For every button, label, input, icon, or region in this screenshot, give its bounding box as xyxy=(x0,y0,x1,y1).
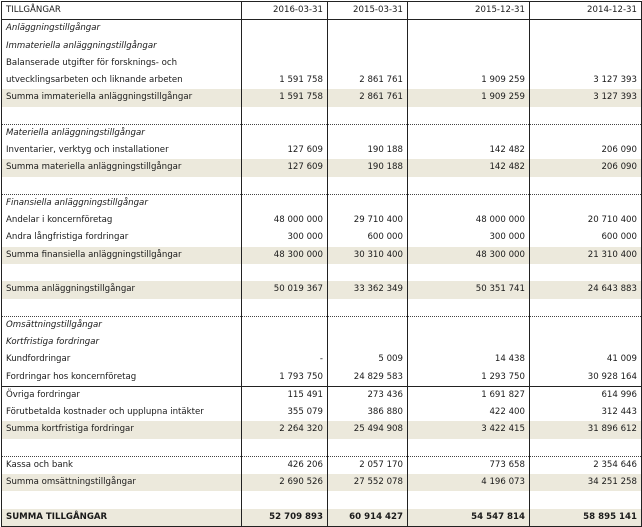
cell-value xyxy=(530,20,642,38)
cell-value: 206 090 xyxy=(530,159,642,176)
row-label xyxy=(2,264,242,281)
table-row xyxy=(2,281,642,298)
cell-value: 41 009 xyxy=(530,351,642,368)
row-label: Övriga fordringar xyxy=(2,386,242,404)
cell-value: 773 658 xyxy=(408,456,530,474)
cell-value xyxy=(328,264,408,281)
cell-value xyxy=(242,55,328,72)
row-label: Summa anläggningstillgångar xyxy=(2,281,242,298)
assets-table-body xyxy=(2,2,642,527)
cell-value xyxy=(328,20,408,38)
row-label: Finansiella anläggningstillgångar xyxy=(2,194,242,212)
cell-value: 21 310 400 xyxy=(530,247,642,264)
cell-value xyxy=(408,55,530,72)
cell-value: 206 090 xyxy=(530,142,642,159)
row-label: Andelar i koncernföretag xyxy=(2,212,242,229)
cell-value: 29 710 400 xyxy=(328,212,408,229)
cell-value xyxy=(408,299,530,317)
cell-value: 30 928 164 xyxy=(530,369,642,387)
balance-sheet xyxy=(1,1,641,522)
cell-value xyxy=(328,439,408,457)
table-row xyxy=(2,421,642,438)
table-row xyxy=(2,369,642,387)
row-label: Kortfristiga fordringar xyxy=(2,334,242,351)
cell-value: 2 057 170 xyxy=(328,456,408,474)
cell-value: 1 909 259 xyxy=(408,72,530,89)
cell-value: 14 438 xyxy=(408,351,530,368)
cell-value: 2 861 761 xyxy=(328,72,408,89)
row-label: Immateriella anläggningstillgångar xyxy=(2,38,242,55)
cell-value: 5 009 xyxy=(328,351,408,368)
spacer-row xyxy=(2,264,642,281)
cell-value xyxy=(408,20,530,38)
cell-value: 48 000 000 xyxy=(408,212,530,229)
cell-value xyxy=(328,177,408,195)
cell-value xyxy=(328,334,408,351)
header-period: 2016-03-31 xyxy=(242,2,328,20)
cell-value: 50 019 367 xyxy=(242,281,328,298)
cell-value: 300 000 xyxy=(242,229,328,246)
table-row xyxy=(2,38,642,55)
cell-value: 190 188 xyxy=(328,142,408,159)
cell-value xyxy=(408,439,530,457)
cell-value: 142 482 xyxy=(408,142,530,159)
table-row xyxy=(2,89,642,106)
cell-value xyxy=(408,334,530,351)
row-label: Kundfordringar xyxy=(2,351,242,368)
cell-value: 1 591 758 xyxy=(242,72,328,89)
table-row xyxy=(2,456,642,474)
cell-value xyxy=(530,299,642,317)
cell-value xyxy=(530,124,642,142)
cell-value: 600 000 xyxy=(530,229,642,246)
cell-value: 48 300 000 xyxy=(242,247,328,264)
row-label: Materiella anläggningstillgångar xyxy=(2,124,242,142)
row-label: utvecklingsarbeten och liknande arbeten xyxy=(2,72,242,89)
cell-value: 50 351 741 xyxy=(408,281,530,298)
cell-value: 58 895 141 xyxy=(530,509,642,527)
table-row xyxy=(2,142,642,159)
cell-value: 127 609 xyxy=(242,159,328,176)
spacer-row xyxy=(2,439,642,457)
table-row xyxy=(2,55,642,72)
cell-value xyxy=(242,264,328,281)
table-row xyxy=(2,20,642,38)
header-period: 2014-12-31 xyxy=(530,2,642,20)
cell-value xyxy=(328,316,408,334)
cell-value xyxy=(328,491,408,508)
cell-value xyxy=(530,264,642,281)
cell-value: 30 310 400 xyxy=(328,247,408,264)
row-label: Andra långfristiga fordringar xyxy=(2,229,242,246)
cell-value: 1 591 758 xyxy=(242,89,328,106)
cell-value: 1 909 259 xyxy=(408,89,530,106)
cell-value xyxy=(242,334,328,351)
cell-value xyxy=(530,194,642,212)
cell-value xyxy=(242,491,328,508)
cell-value: 54 547 814 xyxy=(408,509,530,527)
table-row xyxy=(2,404,642,421)
table-row xyxy=(2,159,642,176)
cell-value: 600 000 xyxy=(328,229,408,246)
cell-value: 2 264 320 xyxy=(242,421,328,438)
cell-value xyxy=(242,316,328,334)
cell-value: 3 127 393 xyxy=(530,72,642,89)
header-period: 2015-03-31 xyxy=(328,2,408,20)
cell-value xyxy=(408,316,530,334)
cell-value xyxy=(242,124,328,142)
row-label: Fordringar hos koncernföretag xyxy=(2,369,242,387)
cell-value: 48 000 000 xyxy=(242,212,328,229)
cell-value xyxy=(242,177,328,195)
cell-value: 115 491 xyxy=(242,386,328,404)
row-label xyxy=(2,177,242,195)
table-row xyxy=(2,247,642,264)
cell-value xyxy=(530,334,642,351)
cell-value: 24 829 583 xyxy=(328,369,408,387)
cell-value: 300 000 xyxy=(408,229,530,246)
header-row xyxy=(2,2,642,20)
cell-value xyxy=(530,107,642,125)
cell-value: 426 206 xyxy=(242,456,328,474)
cell-value xyxy=(328,55,408,72)
spacer-row xyxy=(2,491,642,508)
row-label: Summa omsättningstillgångar xyxy=(2,474,242,491)
row-label: Summa finansiella anläggningstillgångar xyxy=(2,247,242,264)
table-row xyxy=(2,72,642,89)
cell-value xyxy=(328,124,408,142)
table-row xyxy=(2,194,642,212)
cell-value xyxy=(408,124,530,142)
cell-value xyxy=(530,55,642,72)
cell-value xyxy=(530,38,642,55)
cell-value: 34 251 258 xyxy=(530,474,642,491)
cell-value: 1 691 827 xyxy=(408,386,530,404)
cell-value xyxy=(408,194,530,212)
header-period: 2015-12-31 xyxy=(408,2,530,20)
row-label: SUMMA TILLGÅNGAR xyxy=(2,509,242,527)
cell-value xyxy=(408,38,530,55)
cell-value xyxy=(242,20,328,38)
cell-value: 312 443 xyxy=(530,404,642,421)
header-label: TILLGÅNGAR xyxy=(2,2,242,20)
cell-value: 20 710 400 xyxy=(530,212,642,229)
cell-value xyxy=(530,316,642,334)
cell-value: 60 914 427 xyxy=(328,509,408,527)
assets-table xyxy=(1,1,642,527)
cell-value xyxy=(530,491,642,508)
cell-value: 355 079 xyxy=(242,404,328,421)
row-label xyxy=(2,491,242,508)
cell-value xyxy=(242,299,328,317)
cell-value: 3 422 415 xyxy=(408,421,530,438)
cell-value xyxy=(408,264,530,281)
cell-value xyxy=(328,38,408,55)
cell-value xyxy=(242,38,328,55)
cell-value xyxy=(242,194,328,212)
row-label: Summa materiella anläggningstillgångar xyxy=(2,159,242,176)
cell-value: 422 400 xyxy=(408,404,530,421)
cell-value: 52 709 893 xyxy=(242,509,328,527)
cell-value: 25 494 908 xyxy=(328,421,408,438)
table-row xyxy=(2,229,642,246)
table-row xyxy=(2,316,642,334)
cell-value xyxy=(328,107,408,125)
row-label xyxy=(2,299,242,317)
cell-value: 27 552 078 xyxy=(328,474,408,491)
cell-value xyxy=(408,491,530,508)
cell-value xyxy=(408,107,530,125)
row-label: Förutbetalda kostnader och upplupna intäkter xyxy=(2,404,242,421)
cell-value xyxy=(328,194,408,212)
cell-value: 142 482 xyxy=(408,159,530,176)
cell-value: 33 362 349 xyxy=(328,281,408,298)
cell-value: - xyxy=(242,351,328,368)
spacer-row xyxy=(2,299,642,317)
row-label: Omsättningstillgångar xyxy=(2,316,242,334)
table-row xyxy=(2,351,642,368)
cell-value xyxy=(242,439,328,457)
row-label xyxy=(2,439,242,457)
cell-value: 31 896 612 xyxy=(530,421,642,438)
row-label: Anläggningstillgångar xyxy=(2,20,242,38)
table-row xyxy=(2,334,642,351)
cell-value: 24 643 883 xyxy=(530,281,642,298)
cell-value: 190 188 xyxy=(328,159,408,176)
cell-value: 2 861 761 xyxy=(328,89,408,106)
cell-value: 386 880 xyxy=(328,404,408,421)
table-row xyxy=(2,124,642,142)
cell-value: 2 354 646 xyxy=(530,456,642,474)
cell-value: 4 196 073 xyxy=(408,474,530,491)
cell-value xyxy=(408,177,530,195)
cell-value xyxy=(242,107,328,125)
spacer-row xyxy=(2,177,642,195)
cell-value xyxy=(328,299,408,317)
cell-value: 614 996 xyxy=(530,386,642,404)
cell-value: 273 436 xyxy=(328,386,408,404)
cell-value xyxy=(530,177,642,195)
cell-value: 48 300 000 xyxy=(408,247,530,264)
table-row xyxy=(2,474,642,491)
cell-value xyxy=(530,439,642,457)
cell-value: 2 690 526 xyxy=(242,474,328,491)
cell-value: 1 293 750 xyxy=(408,369,530,387)
table-row xyxy=(2,386,642,404)
table-row xyxy=(2,509,642,527)
table-row xyxy=(2,212,642,229)
cell-value: 3 127 393 xyxy=(530,89,642,106)
row-label: Summa immateriella anläggningstillgångar xyxy=(2,89,242,106)
spacer-row xyxy=(2,107,642,125)
row-label: Summa kortfristiga fordringar xyxy=(2,421,242,438)
row-label xyxy=(2,107,242,125)
row-label: Balanserade utgifter för forsknings- och xyxy=(2,55,242,72)
row-label: Kassa och bank xyxy=(2,456,242,474)
cell-value: 127 609 xyxy=(242,142,328,159)
row-label: Inventarier, verktyg och installationer xyxy=(2,142,242,159)
cell-value: 1 793 750 xyxy=(242,369,328,387)
